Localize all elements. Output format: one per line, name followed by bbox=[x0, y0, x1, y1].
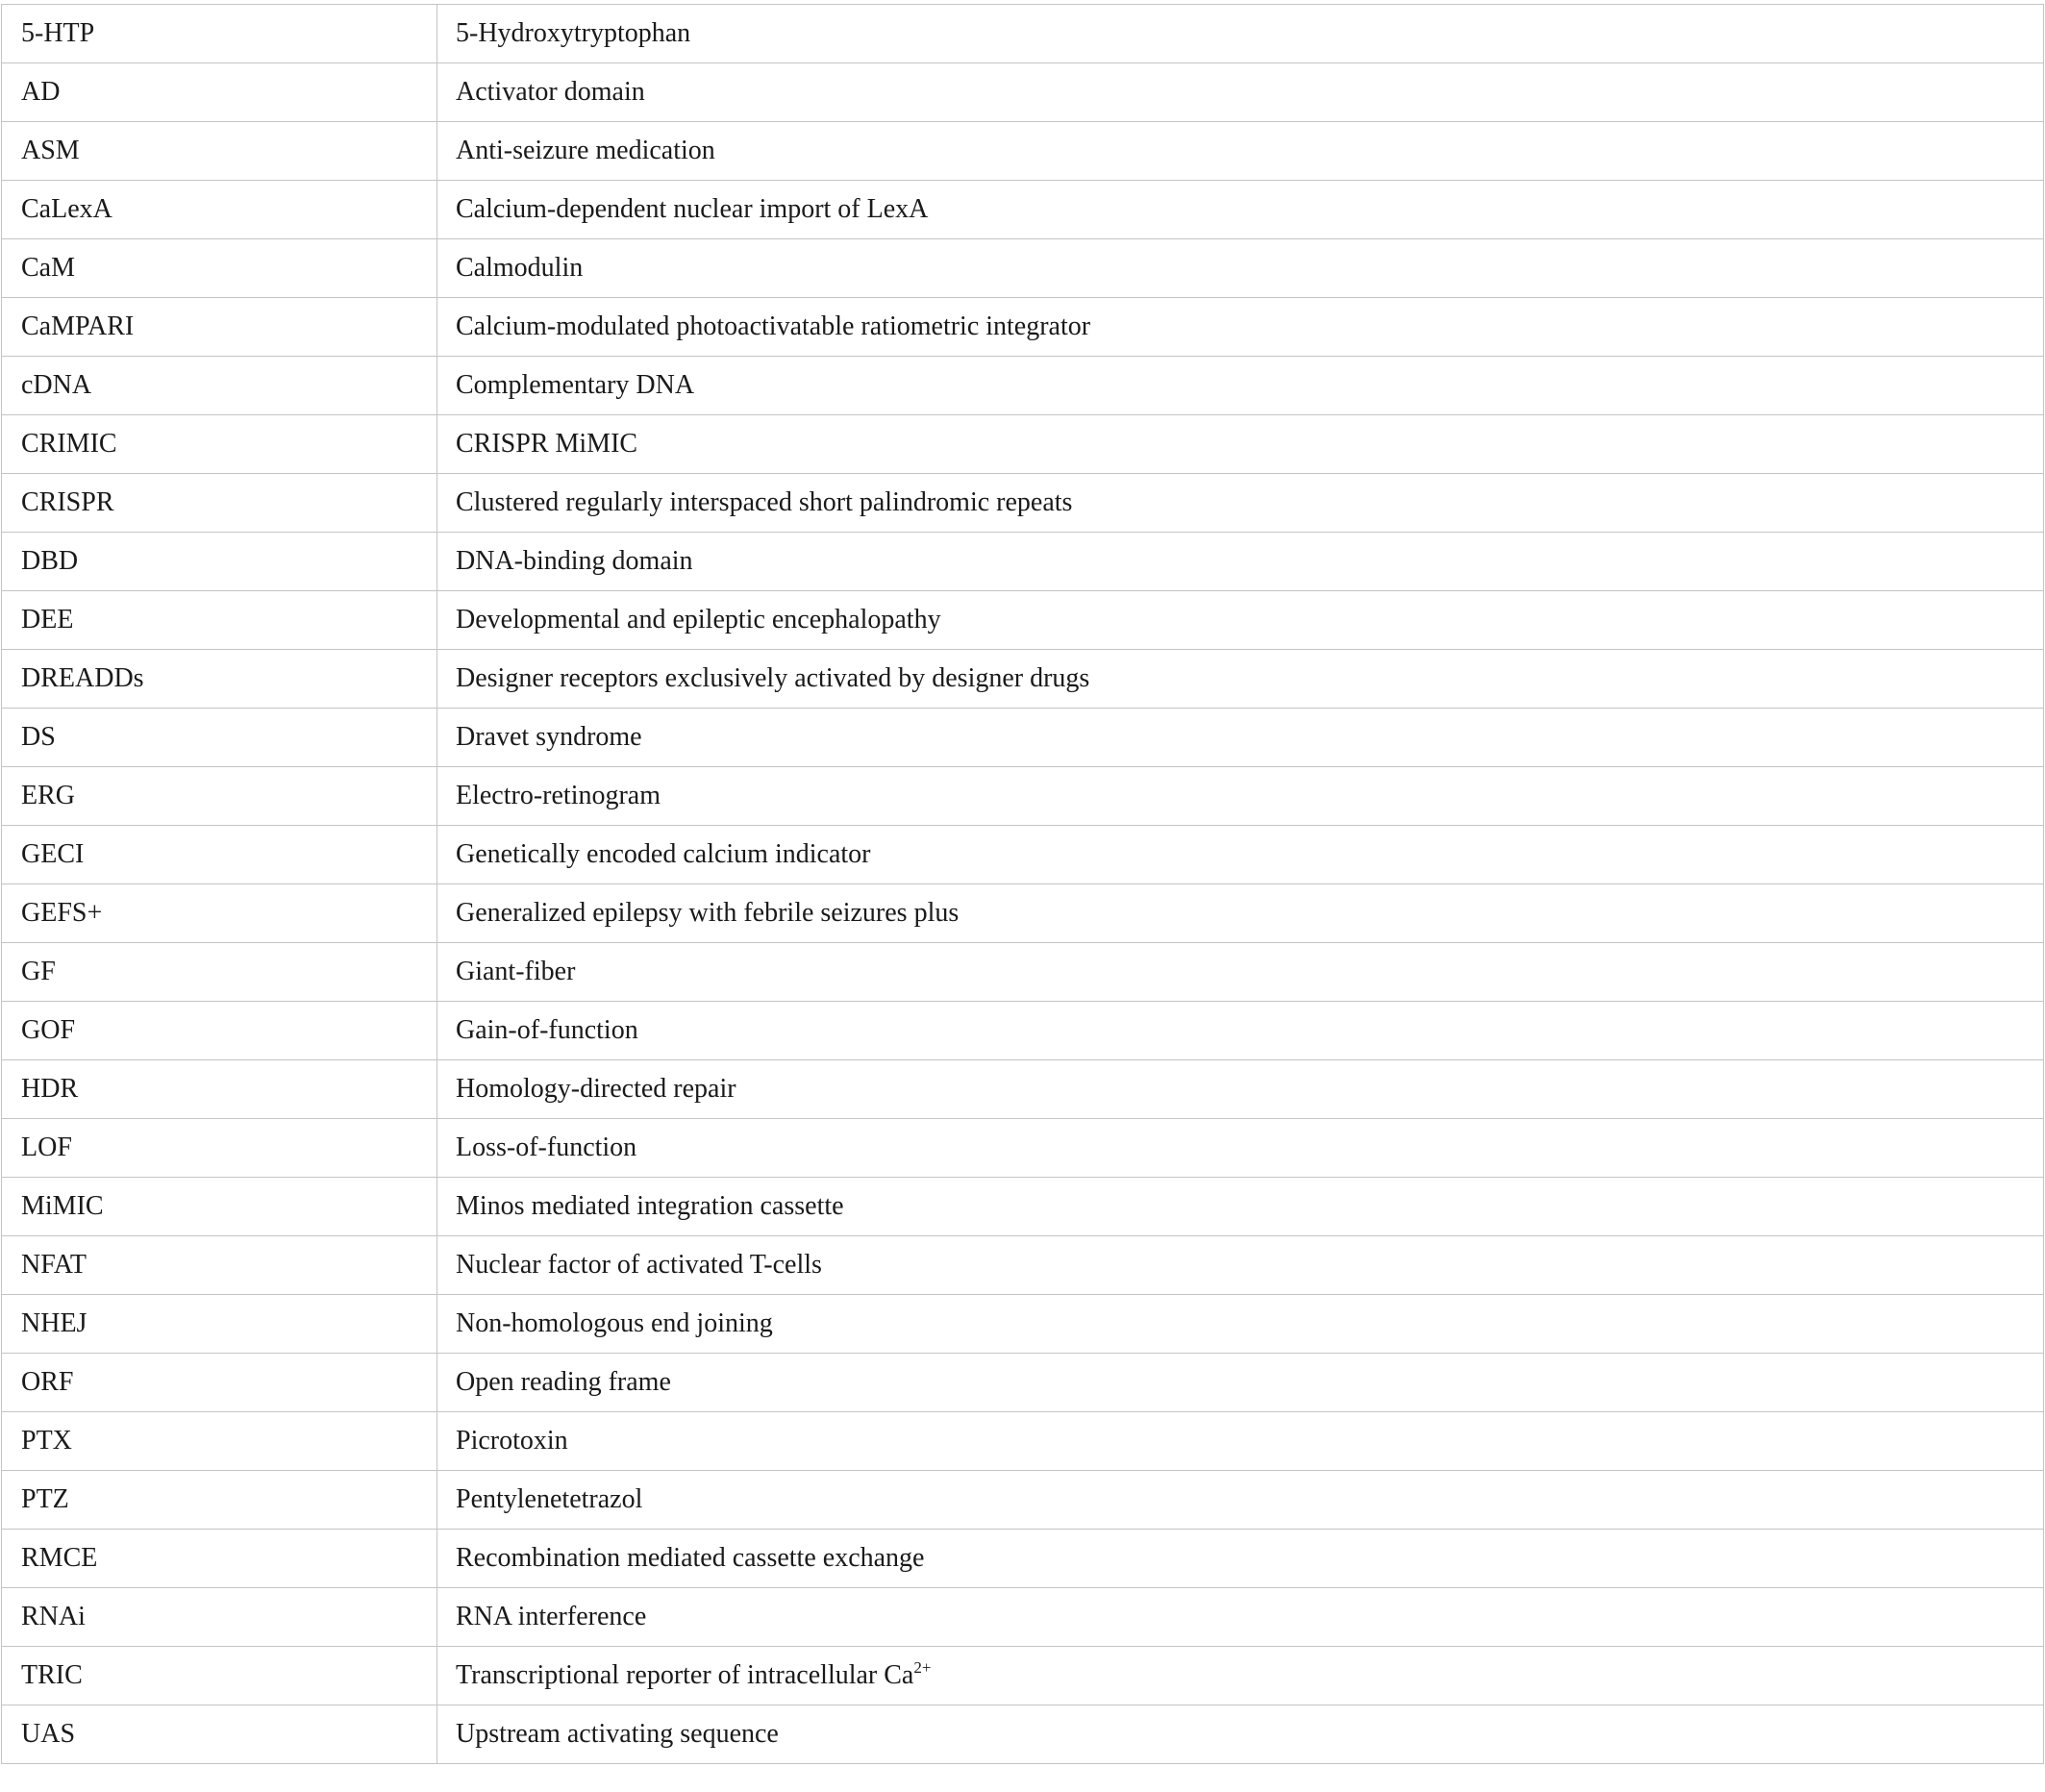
definition-text: Transcriptional reporter of intracellular Ca bbox=[456, 1660, 914, 1690]
definition-text: Designer receptors exclusively activated by designer drugs bbox=[456, 663, 1090, 693]
definition-text: Developmental and epileptic encephalopathy bbox=[456, 605, 941, 635]
definition-cell bbox=[437, 943, 2044, 1002]
definition-cell bbox=[437, 181, 2044, 239]
table-row bbox=[2, 63, 2044, 122]
definition-cell bbox=[437, 5, 2044, 63]
definition-text: RNA interference bbox=[456, 1602, 647, 1631]
table-row bbox=[2, 1705, 2044, 1764]
definition-cell bbox=[437, 1354, 2044, 1412]
abbreviations-table-body bbox=[2, 5, 2044, 1764]
abbreviation-cell bbox=[2, 1588, 437, 1647]
table-row bbox=[2, 650, 2044, 709]
definition-cell bbox=[437, 1295, 2044, 1354]
definition-text: Dravet syndrome bbox=[456, 722, 642, 752]
table-row bbox=[2, 298, 2044, 357]
definition-text: Gain-of-function bbox=[456, 1015, 638, 1045]
abbreviation-cell bbox=[2, 63, 437, 122]
abbreviation-cell bbox=[2, 239, 437, 298]
abbreviation-text: GECI bbox=[21, 839, 85, 869]
abbreviation-text: DEE bbox=[21, 605, 74, 635]
definition-text: Minos mediated integration cassette bbox=[456, 1191, 844, 1221]
definition-text: Recombination mediated cassette exchange bbox=[456, 1543, 925, 1573]
abbreviation-text: CRISPR bbox=[21, 487, 114, 517]
definition-text: Clustered regularly interspaced short palindromic repeats bbox=[456, 487, 1073, 517]
table-row bbox=[2, 239, 2044, 298]
definition-text: Upstream activating sequence bbox=[456, 1719, 779, 1749]
definition-cell bbox=[437, 533, 2044, 591]
abbreviation-cell bbox=[2, 1471, 437, 1530]
definition-cell bbox=[437, 1119, 2044, 1178]
table-row bbox=[2, 474, 2044, 533]
abbreviation-text: PTX bbox=[21, 1426, 72, 1456]
table-row bbox=[2, 181, 2044, 239]
abbreviation-cell bbox=[2, 1354, 437, 1412]
abbreviation-text: RNAi bbox=[21, 1602, 86, 1631]
abbreviation-text: GF bbox=[21, 957, 56, 986]
table-row bbox=[2, 5, 2044, 63]
abbreviation-cell bbox=[2, 533, 437, 591]
abbreviation-text: MiMIC bbox=[21, 1191, 104, 1221]
definition-cell bbox=[437, 1412, 2044, 1471]
abbreviation-cell bbox=[2, 943, 437, 1002]
abbreviation-text: DREADDs bbox=[21, 663, 144, 693]
table-row bbox=[2, 943, 2044, 1002]
abbreviation-text: RMCE bbox=[21, 1543, 98, 1573]
table-row bbox=[2, 1295, 2044, 1354]
table-row bbox=[2, 1412, 2044, 1471]
abbreviation-cell bbox=[2, 1530, 437, 1588]
definition-cell bbox=[437, 650, 2044, 709]
abbreviation-text: AD bbox=[21, 77, 61, 107]
abbreviation-text: DS bbox=[21, 722, 56, 752]
abbreviation-cell bbox=[2, 591, 437, 650]
abbreviation-cell bbox=[2, 1002, 437, 1060]
table-row bbox=[2, 1060, 2044, 1119]
table-row bbox=[2, 709, 2044, 767]
abbreviation-cell bbox=[2, 5, 437, 63]
abbreviation-text: NFAT bbox=[21, 1250, 87, 1280]
definition-text: Generalized epilepsy with febrile seizures plus bbox=[456, 898, 960, 928]
definition-text: Calmodulin bbox=[456, 253, 584, 283]
abbreviation-text: CRIMIC bbox=[21, 429, 117, 459]
table-row bbox=[2, 1178, 2044, 1236]
abbreviation-text: cDNA bbox=[21, 370, 92, 400]
table-row bbox=[2, 1354, 2044, 1412]
abbreviation-cell bbox=[2, 884, 437, 943]
definition-text: DNA-binding domain bbox=[456, 546, 693, 576]
definition-text: Complementary DNA bbox=[456, 370, 695, 400]
definition-cell bbox=[437, 1647, 2044, 1705]
definition-cell bbox=[437, 63, 2044, 122]
table-row bbox=[2, 1588, 2044, 1647]
table-row bbox=[2, 122, 2044, 181]
table-row bbox=[2, 1236, 2044, 1295]
definition-cell bbox=[437, 415, 2044, 474]
definition-cell bbox=[437, 239, 2044, 298]
definition-cell bbox=[437, 1002, 2044, 1060]
definition-cell bbox=[437, 1705, 2044, 1764]
abbreviation-cell bbox=[2, 298, 437, 357]
abbreviation-cell bbox=[2, 474, 437, 533]
abbreviation-cell bbox=[2, 767, 437, 826]
abbreviation-cell bbox=[2, 826, 437, 884]
abbreviation-cell bbox=[2, 415, 437, 474]
definition-text: Electro-retinogram bbox=[456, 781, 661, 810]
table-row bbox=[2, 767, 2044, 826]
definition-text: CRISPR MiMIC bbox=[456, 429, 638, 459]
abbreviations-table bbox=[1, 4, 2044, 1764]
abbreviation-text: CaMPARI bbox=[21, 311, 135, 341]
table-row bbox=[2, 1530, 2044, 1588]
definition-cell bbox=[437, 122, 2044, 181]
definition-text: 5-Hydroxytryptophan bbox=[456, 18, 691, 48]
definition-cell bbox=[437, 298, 2044, 357]
definition-text: Homology-directed repair bbox=[456, 1074, 736, 1104]
definition-text: Pentylenetetrazol bbox=[456, 1484, 643, 1514]
definition-text: Anti-seizure medication bbox=[456, 136, 715, 165]
abbreviation-cell bbox=[2, 1412, 437, 1471]
definition-cell bbox=[437, 591, 2044, 650]
abbreviation-text: HDR bbox=[21, 1074, 79, 1104]
definition-superscript: 2+ bbox=[913, 1658, 932, 1677]
abbreviation-text: CaLexA bbox=[21, 194, 112, 224]
abbreviation-cell bbox=[2, 650, 437, 709]
definition-cell bbox=[437, 357, 2044, 415]
definition-cell bbox=[437, 1588, 2044, 1647]
table-row bbox=[2, 826, 2044, 884]
abbreviation-text: DBD bbox=[21, 546, 79, 576]
abbreviation-cell bbox=[2, 357, 437, 415]
table-row bbox=[2, 1647, 2044, 1705]
definition-text: Giant-fiber bbox=[456, 957, 576, 986]
abbreviation-text: NHEJ bbox=[21, 1308, 87, 1338]
definition-text: Loss-of-function bbox=[456, 1132, 637, 1162]
definition-cell bbox=[437, 1060, 2044, 1119]
table-row bbox=[2, 1471, 2044, 1530]
definition-text: Calcium-modulated photoactivatable ratiometric integrator bbox=[456, 311, 1091, 341]
abbreviation-cell bbox=[2, 1705, 437, 1764]
definition-text: Nuclear factor of activated T-cells bbox=[456, 1250, 822, 1280]
table-row bbox=[2, 357, 2044, 415]
definition-text: Non-homologous end joining bbox=[456, 1308, 773, 1338]
abbreviation-text: UAS bbox=[21, 1719, 76, 1749]
definition-cell bbox=[437, 1471, 2044, 1530]
definition-text: Genetically encoded calcium indicator bbox=[456, 839, 871, 869]
definition-cell bbox=[437, 1178, 2044, 1236]
definition-cell bbox=[437, 826, 2044, 884]
abbreviation-text: TRIC bbox=[21, 1660, 83, 1690]
definition-text: Open reading frame bbox=[456, 1367, 671, 1397]
abbreviation-cell bbox=[2, 1647, 437, 1705]
table-row bbox=[2, 884, 2044, 943]
abbreviation-text: LOF bbox=[21, 1132, 72, 1162]
definition-cell bbox=[437, 474, 2044, 533]
abbreviation-text: 5-HTP bbox=[21, 18, 95, 48]
table-row bbox=[2, 591, 2044, 650]
abbreviation-text: CaM bbox=[21, 253, 75, 283]
definition-text: Activator domain bbox=[456, 77, 645, 107]
abbreviation-text: GOF bbox=[21, 1015, 76, 1045]
abbreviation-text: ERG bbox=[21, 781, 75, 810]
abbreviation-text: ASM bbox=[21, 136, 80, 165]
abbreviation-cell bbox=[2, 122, 437, 181]
abbreviation-cell bbox=[2, 1178, 437, 1236]
table-row bbox=[2, 1002, 2044, 1060]
abbreviation-cell bbox=[2, 709, 437, 767]
table-row bbox=[2, 533, 2044, 591]
definition-text: Picrotoxin bbox=[456, 1426, 568, 1456]
abbreviation-cell bbox=[2, 1060, 437, 1119]
table-row bbox=[2, 1119, 2044, 1178]
definition-cell bbox=[437, 709, 2044, 767]
abbreviation-text: PTZ bbox=[21, 1484, 69, 1514]
abbreviation-text: ORF bbox=[21, 1367, 74, 1397]
definition-text: Calcium-dependent nuclear import of LexA bbox=[456, 194, 929, 224]
definition-cell bbox=[437, 1236, 2044, 1295]
abbreviation-cell bbox=[2, 1236, 437, 1295]
abbreviation-cell bbox=[2, 1295, 437, 1354]
definition-cell bbox=[437, 1530, 2044, 1588]
definition-cell bbox=[437, 884, 2044, 943]
abbreviation-text: GEFS+ bbox=[21, 898, 103, 928]
abbreviation-cell bbox=[2, 1119, 437, 1178]
abbreviation-cell bbox=[2, 181, 437, 239]
table-row bbox=[2, 415, 2044, 474]
definition-cell bbox=[437, 767, 2044, 826]
